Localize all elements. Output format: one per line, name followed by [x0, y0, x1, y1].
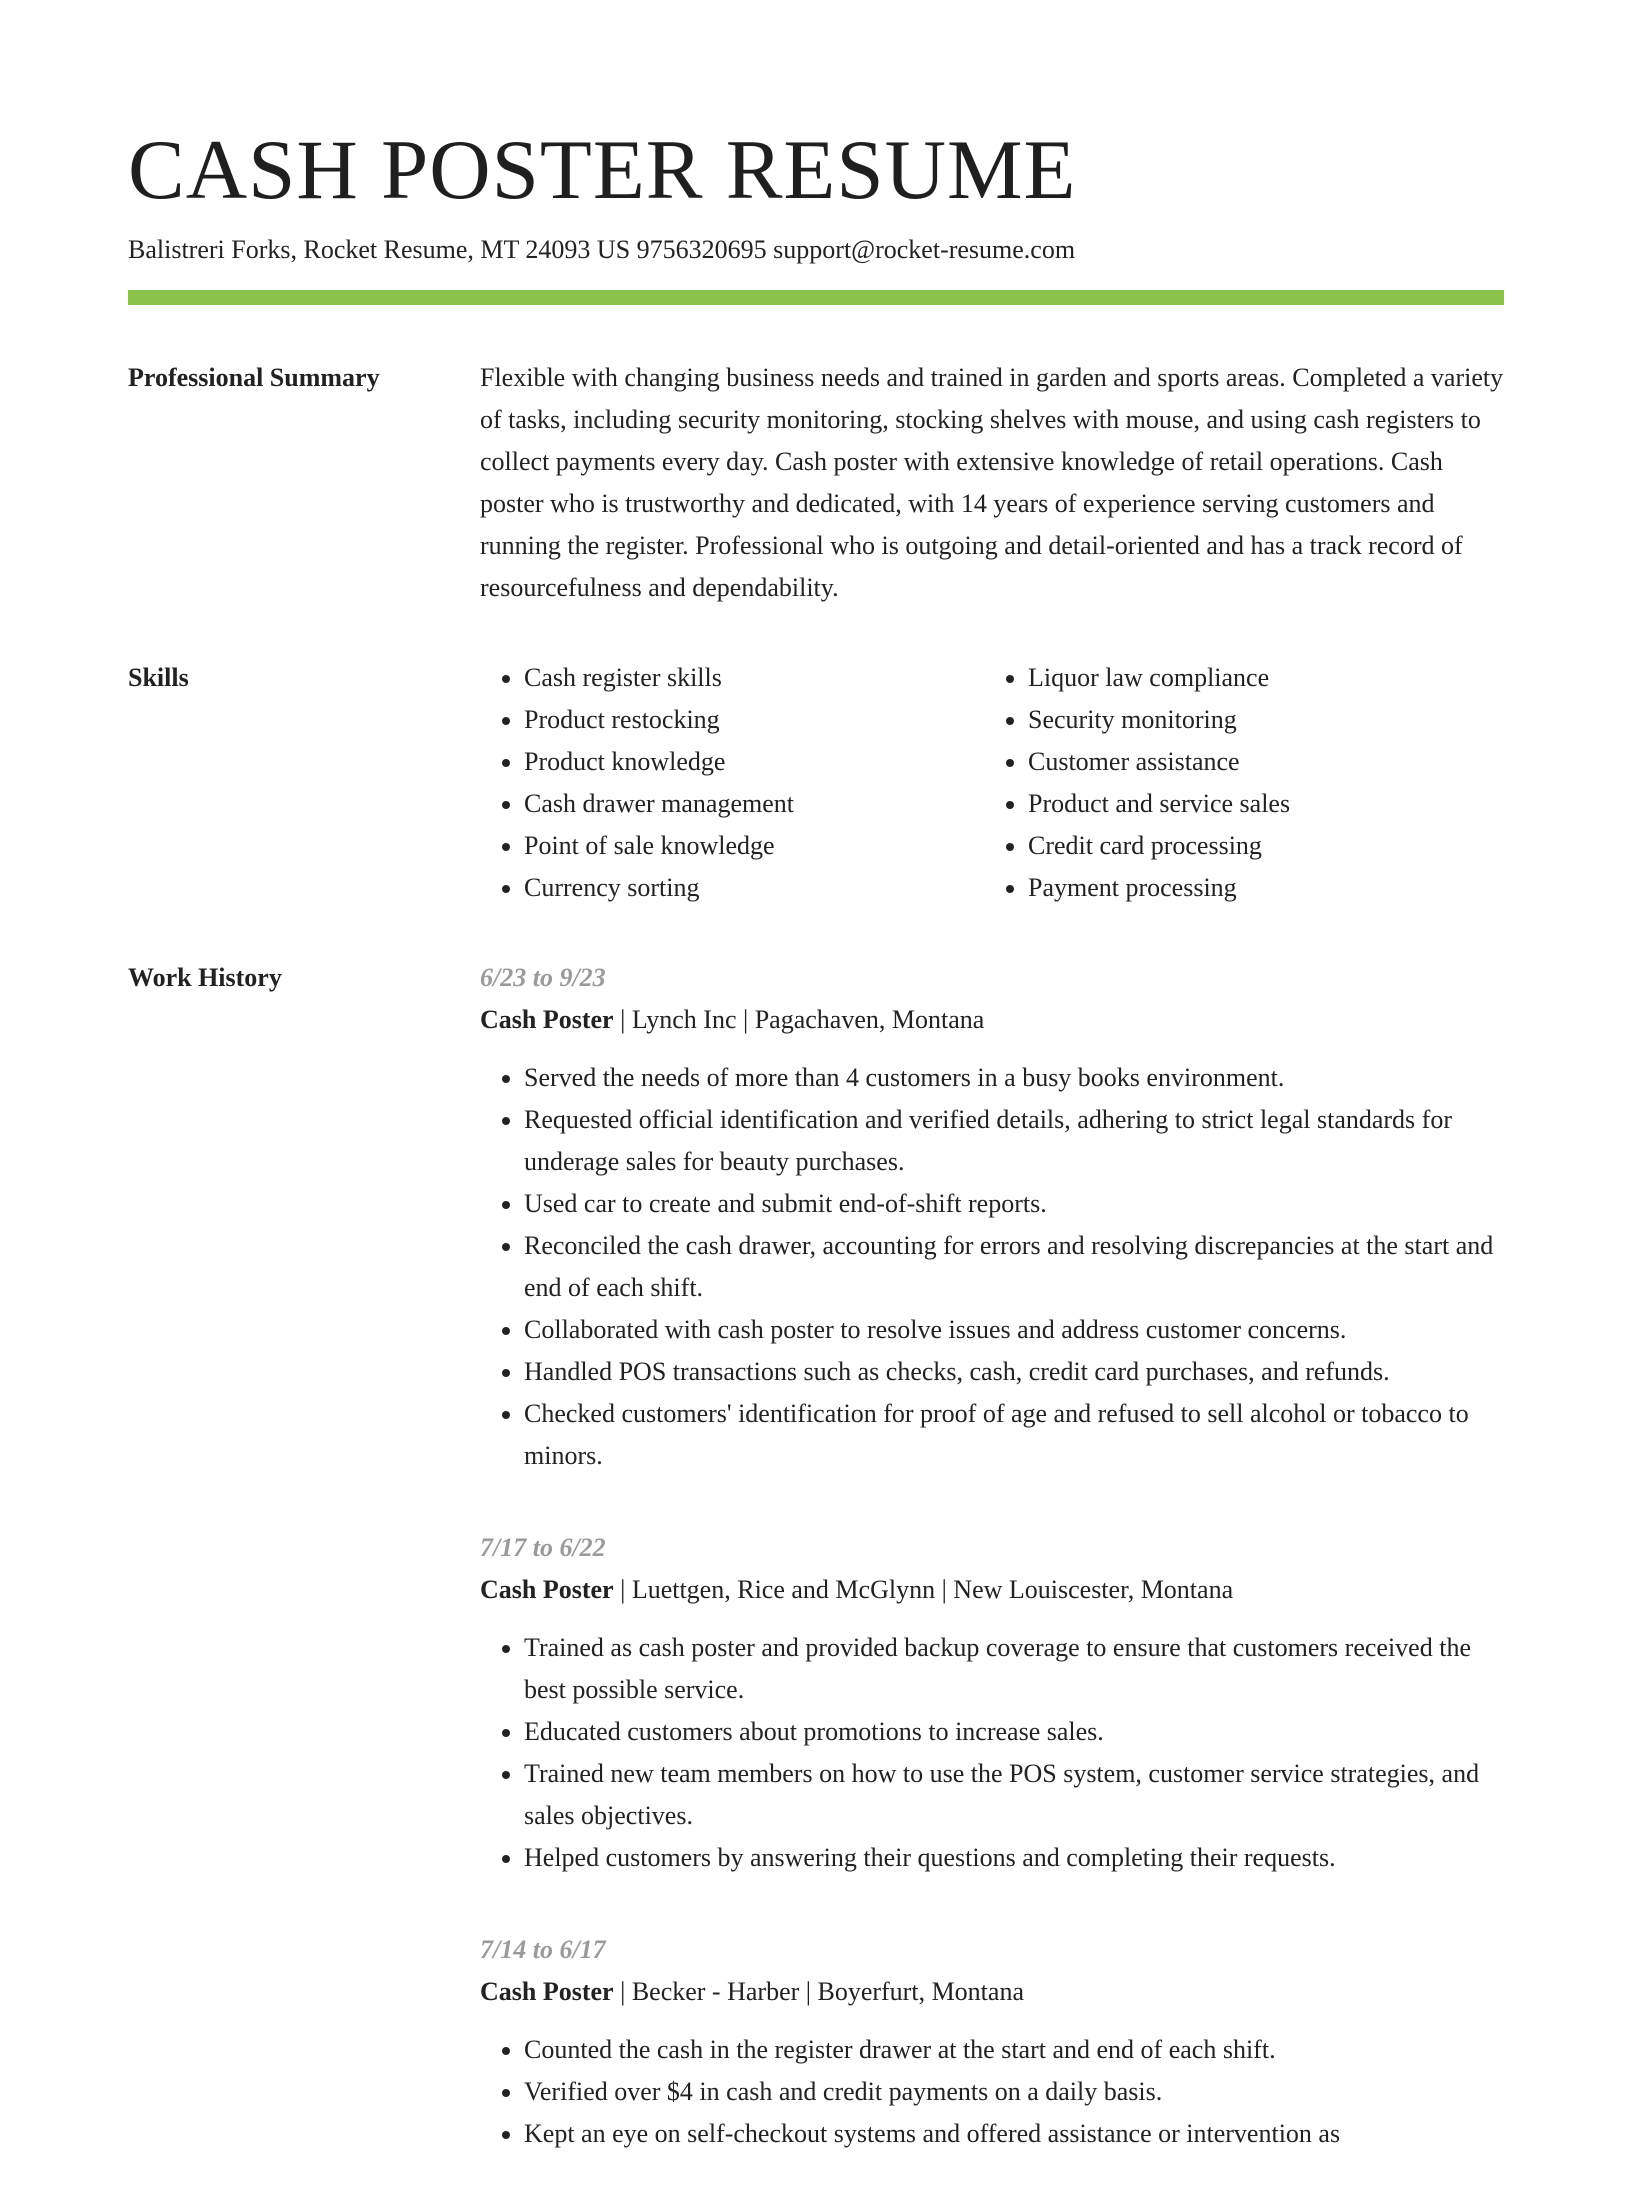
skill-item: • Payment processing [1028, 867, 1290, 909]
job-duties [480, 1057, 1504, 1477]
duty-item: • Trained as cash poster and provided backup coverage to ensure that customers received the best possible service. [524, 1627, 1504, 1711]
job-entry [480, 1929, 1504, 2155]
summary-section [128, 357, 1504, 609]
skill-item: • Credit card processing [1028, 825, 1290, 867]
job-separator: | [613, 1575, 632, 1604]
skill-item: • Product restocking [524, 699, 984, 741]
work-history-heading: Work History [128, 963, 282, 992]
skills-list-left [480, 657, 984, 909]
job-separator: | [613, 1977, 632, 2006]
contact-line: Balistreri Forks, Rocket Resume, MT 24093 US 9756320695 support@rocket-resume.com [128, 235, 1076, 264]
skill-item: • Point of sale knowledge [524, 825, 984, 867]
duty-item: • Checked customers' identification for proof of age and refused to sell alcohol or tobacco to minors. [524, 1393, 1504, 1477]
duty-item: • Verified over $4 in cash and credit payments on a daily basis. [524, 2071, 1504, 2113]
job-company: Luettgen, Rice and McGlynn [631, 1575, 936, 1604]
duty-item: • Requested official identification and verified details, adhering to strict legal standards for underage sales for beauty purchases. [524, 1099, 1504, 1183]
job-separator: | [935, 1575, 954, 1604]
job-dates: 6/23 to 9/23 [480, 963, 606, 992]
skill-item: • Product and service sales [1028, 783, 1290, 825]
duty-item: • Used car to create and submit end-of-shift reports. [524, 1183, 1504, 1225]
job-separator: | [613, 1005, 632, 1034]
job-title: Cash Poster [480, 1005, 614, 1034]
duty-item: • Trained new team members on how to use the POS system, customer service strategies, and sales objectives. [524, 1753, 1504, 1837]
skill-item: • Liquor law compliance [1028, 657, 1290, 699]
accent-divider [128, 290, 1504, 305]
job-heading [480, 1971, 1504, 2013]
skill-item: • Currency sorting [524, 867, 984, 909]
skill-item: • Product knowledge [524, 741, 984, 783]
job-company: Becker - Harber [631, 1977, 800, 2006]
job-heading [480, 1569, 1504, 1611]
duty-item: • Kept an eye on self-checkout systems and offered assistance or intervention as [524, 2113, 1504, 2155]
work-history-section [128, 957, 1504, 2205]
duty-item: • Handled POS transactions such as checks, cash, credit card purchases, and refunds. [524, 1351, 1504, 1393]
job-separator: | [799, 1977, 818, 2006]
skills-list-right [984, 657, 1290, 909]
job-title: Cash Poster [480, 1977, 614, 2006]
job-duties [480, 1627, 1504, 1879]
job-location: Boyerfurt, Montana [817, 1977, 1024, 2006]
job-title: Cash Poster [480, 1575, 614, 1604]
job-dates: 7/17 to 6/22 [480, 1533, 606, 1562]
job-dates: 7/14 to 6/17 [480, 1935, 606, 1964]
duty-item: • Served the needs of more than 4 customers in a busy books environment. [524, 1057, 1504, 1099]
skills-section [128, 657, 1504, 909]
resume-title: CASH POSTER RESUME [128, 123, 1077, 217]
resume-page [128, 120, 1504, 2205]
job-entry [480, 1527, 1504, 1879]
job-duties [480, 2029, 1504, 2155]
skill-item: • Cash drawer management [524, 783, 984, 825]
summary-text: Flexible with changing business needs and trained in garden and sports areas. Completed a variety of tasks, including security monitoring, stocking shelves with mouse, and using cash registers to collect payments every day. Cash poster with extensive knowledge of retail operations. Cash poster who is trustworthy and dedicated, with 14 years of experience serving customers and running the register. Professional who is outgoing and detail-oriented and has a track record of resourcefulness and dependability. [480, 363, 1504, 602]
duty-item: • Helped customers by answering their questions and completing their requests. [524, 1837, 1504, 1879]
skill-item: • Customer assistance [1028, 741, 1290, 783]
duty-item: • Counted the cash in the register drawer at the start and end of each shift. [524, 2029, 1504, 2071]
job-location: New Louiscester, Montana [953, 1575, 1234, 1604]
duty-item: • Educated customers about promotions to increase sales. [524, 1711, 1504, 1753]
job-entry [480, 957, 1504, 1477]
skills-heading: Skills [128, 663, 189, 692]
duty-item: • Reconciled the cash drawer, accounting for errors and resolving discrepancies at the start and end of each shift. [524, 1225, 1504, 1309]
skill-item: • Security monitoring [1028, 699, 1290, 741]
duty-item: • Collaborated with cash poster to resolve issues and address customer concerns. [524, 1309, 1504, 1351]
job-separator: | [736, 1005, 755, 1034]
job-heading [480, 999, 1504, 1041]
job-company: Lynch Inc [631, 1005, 737, 1034]
skill-item: • Cash register skills [524, 657, 984, 699]
job-location: Pagachaven, Montana [754, 1005, 985, 1034]
summary-heading: Professional Summary [128, 363, 380, 392]
